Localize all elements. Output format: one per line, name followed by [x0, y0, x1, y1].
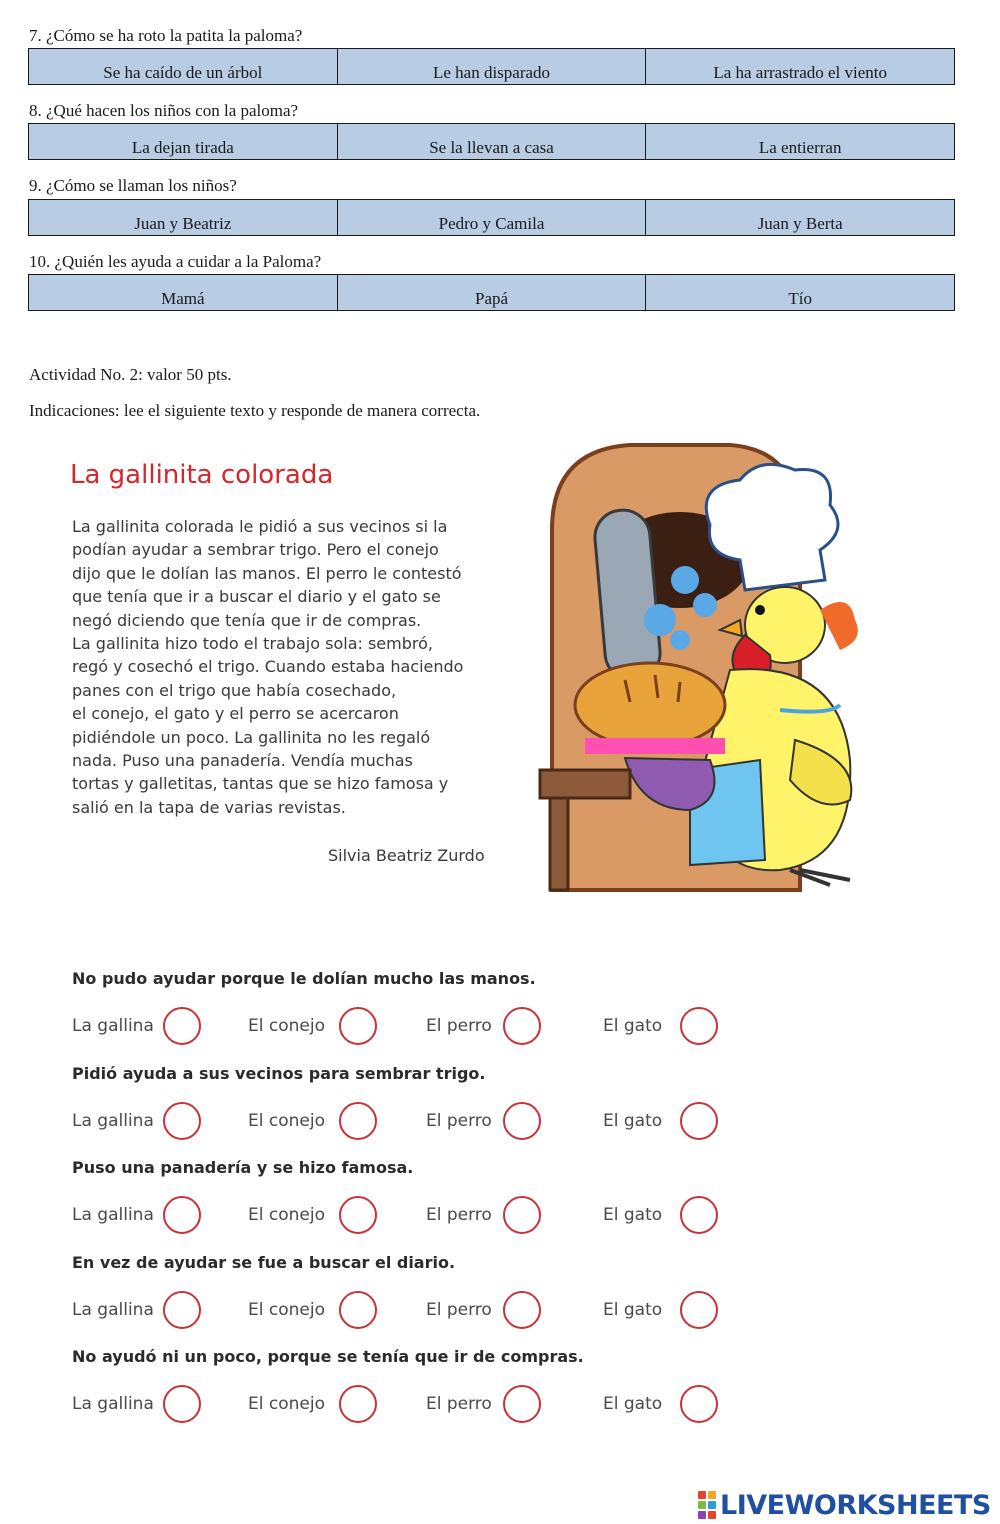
story-line: nada. Puso una panadería. Vendía muchas [72, 751, 413, 771]
question-10-option-2[interactable]: Papá [337, 275, 646, 310]
answer-circle[interactable] [339, 1385, 377, 1423]
quiz-choice-label: El conejo [248, 1110, 325, 1131]
story-title: La gallinita colorada [70, 460, 334, 490]
question-7-option-2[interactable]: Le han disparado [337, 49, 646, 84]
quiz-choice-label: La gallina [72, 1110, 154, 1131]
quiz-choice-label: El gato [603, 1110, 663, 1131]
quiz-choice-label: La gallina [72, 1205, 154, 1225]
story-line: La gallinita hizo todo el trabajo sola: sembró, [72, 634, 433, 654]
question-9-option-2[interactable]: Pedro y Camila [337, 200, 646, 235]
quiz-choice-label: El gato [603, 1205, 663, 1225]
quiz-choice-label: El gato [603, 1394, 663, 1414]
story-line: pidiéndole un poco. La gallinita no les regaló [72, 727, 431, 747]
tray-icon [585, 738, 725, 754]
question-9-option-3[interactable]: Juan y Berta [645, 200, 954, 235]
answer-circle[interactable] [680, 1291, 718, 1329]
question-7-option-3[interactable]: La ha arrastrado el viento [645, 49, 954, 84]
bench-icon [540, 770, 630, 798]
question-7-label: 7. ¿Cómo se ha roto la patita la paloma? [29, 26, 303, 45]
hen-eye [755, 605, 765, 615]
answer-circle[interactable] [339, 1291, 377, 1329]
story-line: salió en la tapa de varias revistas. [72, 797, 346, 817]
story-line: negó diciendo que tenía que ir de compras. [72, 610, 422, 630]
answer-circle[interactable] [503, 1102, 541, 1140]
answer-circle[interactable] [339, 1102, 377, 1140]
quiz-choice-label: El perro [426, 1110, 492, 1131]
answer-circle[interactable] [163, 1291, 201, 1329]
question-8-option-2[interactable]: Se la llevan a casa [337, 124, 646, 159]
quiz-choice-label: El perro [426, 1299, 492, 1320]
story-line: el conejo, el gato y el perro se acercaron [72, 704, 399, 724]
story-line: regó y cosechó el trigo. Cuando estaba haciendo [72, 657, 464, 677]
answer-circle[interactable] [339, 1196, 377, 1234]
quiz-question-1: No pudo ayudar porque le dolían mucho las manos. [72, 969, 536, 988]
question-7-options [28, 48, 955, 85]
story-line: tortas y galletitas, tantas que se hizo famosa y [72, 774, 449, 794]
answer-circle[interactable] [339, 1007, 377, 1045]
answer-circle[interactable] [163, 1196, 201, 1234]
question-10-label: 10. ¿Quién les ayuda a cuidar a la Paloma? [29, 252, 322, 271]
answer-circle[interactable] [503, 1007, 541, 1045]
quiz-choice-label: El conejo [248, 1394, 325, 1414]
question-9-options [28, 199, 955, 236]
answer-circle[interactable] [680, 1102, 718, 1140]
question-10-option-1[interactable]: Mamá [29, 275, 337, 310]
bubble-icon [644, 604, 676, 636]
story-author: Silvia Beatriz Zurdo [328, 846, 485, 865]
answer-circle[interactable] [163, 1102, 201, 1140]
answer-circle[interactable] [503, 1291, 541, 1329]
story-text [72, 515, 502, 819]
quiz-question-2: Pidió ayuda a sus vecinos para sembrar trigo. [72, 1063, 486, 1083]
bubble-icon [670, 630, 690, 650]
quiz-question-3: Puso una panadería y se hizo famosa. [72, 1158, 414, 1177]
quiz-choice-label: El perro [426, 1016, 492, 1036]
question-8-option-1[interactable]: La dejan tirada [29, 124, 337, 159]
logo-grid-icon [698, 1491, 716, 1519]
story-line: panes con el trigo que había cosechado, [72, 680, 397, 700]
answer-circle[interactable] [503, 1196, 541, 1234]
quiz-choice-label: El perro [426, 1394, 492, 1414]
story-line: La gallinita colorada le pidió a sus vecinos si la [72, 517, 448, 536]
quiz-choice-label: La gallina [72, 1299, 154, 1320]
question-9-option-1[interactable]: Juan y Beatriz [29, 200, 337, 235]
story-line: que tenía que ir a buscar el diario y el gato se [72, 587, 441, 607]
question-10-options [28, 274, 955, 311]
hen-baker-illustration [530, 440, 870, 900]
question-8-options [28, 123, 955, 160]
logo-text: LIVEWORKSHEETS [720, 1489, 991, 1521]
quiz-choice-label: La gallina [72, 1394, 154, 1414]
quiz-choice-label: El conejo [248, 1299, 325, 1320]
liveworksheets-logo [698, 1489, 991, 1521]
quiz-choice-label: El conejo [248, 1016, 325, 1036]
quiz-question-5: No ayudó ni un poco, porque se tenía que ir de compras. [72, 1347, 584, 1366]
quiz-choice-label: El conejo [248, 1205, 325, 1225]
answer-circle[interactable] [680, 1196, 718, 1234]
activity-heading: Actividad No. 2: valor 50 pts. [29, 365, 232, 384]
quiz-choice-label: La gallina [72, 1016, 154, 1036]
quiz-question-4: En vez de ayudar se fue a buscar el diario. [72, 1252, 456, 1272]
answer-circle[interactable] [503, 1385, 541, 1423]
question-10-option-3[interactable]: Tío [645, 275, 954, 310]
story-line: podían ayudar a sembrar trigo. Pero el conejo [72, 540, 439, 560]
question-9-label: 9. ¿Cómo se llaman los niños? [29, 176, 237, 195]
answer-circle[interactable] [163, 1385, 201, 1423]
bubble-icon [671, 566, 699, 594]
story-line: dijo que le dolían las manos. El perro le contestó [72, 563, 462, 583]
answer-circle[interactable] [680, 1007, 718, 1045]
question-8-option-3[interactable]: La entierran [645, 124, 954, 159]
question-8-label: 8. ¿Qué hacen los niños con la paloma? [29, 101, 299, 120]
bread-icon [575, 663, 725, 747]
answer-circle[interactable] [680, 1385, 718, 1423]
activity-instructions: Indicaciones: lee el siguiente texto y responde de manera correcta. [29, 401, 481, 420]
quiz-choice-label: El gato [603, 1016, 663, 1036]
answer-circle[interactable] [163, 1007, 201, 1045]
quiz-choice-label: El perro [426, 1205, 492, 1225]
quiz-choice-label: El gato [603, 1299, 663, 1320]
question-7-option-1[interactable]: Se ha caído de un árbol [29, 49, 337, 84]
bubble-icon [693, 593, 717, 617]
